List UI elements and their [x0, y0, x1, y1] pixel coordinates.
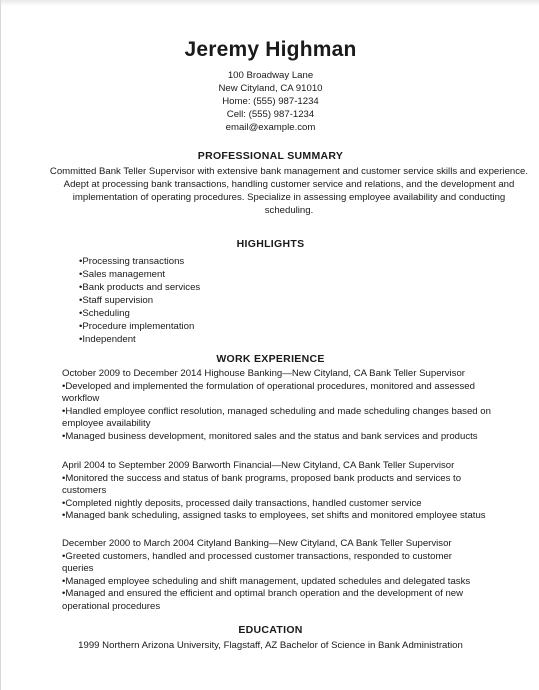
job-duty: •Managed bank scheduling, assigned tasks to employees, set shifts and monitored employee status: [62, 510, 486, 521]
list-item: •Processing transactions: [79, 256, 185, 267]
job-duty: •Completed nightly deposits, processed daily transactions, handled customer service: [62, 497, 422, 509]
job-entry-barworth: [62, 460, 539, 523]
job-duty: •Handled employee conflict resolution, managed scheduling and made scheduling changes based on: [62, 405, 491, 417]
experience-heading: WORK EXPERIENCE: [216, 353, 325, 365]
job-duty: •Managed employee scheduling and shift management, updated schedules and delegated tasks: [62, 575, 471, 587]
list-item: •Sales management: [79, 269, 166, 280]
job-duty: •Greeted customers, handled and processed customer transactions, responded to customer: [62, 550, 452, 562]
job-duty: •Monitored the success and status of bank programs, proposed bank products and services to: [62, 472, 462, 484]
list-item: •Bank products and services: [79, 282, 201, 293]
city-line: New Cityland, CA 91010: [218, 83, 323, 94]
list-item: •Scheduling: [79, 308, 130, 319]
list-item: •Staff supervision: [79, 295, 154, 306]
job-duty-continued: employee availability: [62, 418, 151, 429]
job-duty-continued: operational procedures: [62, 600, 161, 612]
job-duty: •Developed and implemented the formulation of operational procedures, monitored and assessed: [62, 380, 475, 392]
education-heading: EDUCATION: [238, 624, 303, 636]
list-item: •Procedure implementation: [79, 321, 195, 332]
job-duty-continued: workflow: [62, 393, 100, 404]
job-title: October 2009 to December 2014 Highouse Banking—New Cityland, CA Bank Teller Supervisor: [62, 368, 465, 379]
home-phone: Home: (555) 987-1234: [222, 96, 319, 107]
highlights-list: [79, 255, 200, 346]
summary-heading: PROFESSIONAL SUMMARY: [197, 150, 344, 162]
job-entry-cityland: [62, 538, 539, 613]
contact-block: [1, 69, 539, 134]
address-line: 100 Broadway Lane: [227, 70, 314, 81]
email-address: email@example.com: [225, 122, 316, 133]
highlights-heading: HIGHLIGHTS: [236, 238, 305, 250]
job-duty-continued: queries: [62, 563, 94, 574]
list-item: •Independent: [79, 334, 136, 345]
job-duty: •Managed business development, monitored sales and the status and bank services and products: [62, 430, 478, 442]
summary-text: Committed Bank Teller Supervisor with extensive bank management and customer service skills and experience. Adept at processing bank transactions, handling customer service and relations, and the development and implementation of operating procedures. Specialize in assessing employee availability and conducting scheduling.: [49, 166, 529, 216]
cell-phone: Cell: (555) 987-1234: [226, 109, 315, 120]
job-title: April 2004 to September 2009 Barworth Financial—New Cityland, CA Bank Teller Supervisor: [62, 460, 455, 471]
job-entry-highouse: [62, 368, 539, 443]
job-duty: •Managed and ensured the efficient and optimal branch operation and the development of new: [62, 588, 464, 599]
job-duty-continued: customers: [62, 485, 107, 496]
education-entry: 1999 Northern Arizona University, Flagstaff, AZ Bachelor of Science in Bank Administration: [78, 640, 463, 651]
candidate-name: Jeremy Highman: [184, 38, 357, 61]
job-title: December 2000 to March 2004 Cityland Banking—New Cityland, CA Bank Teller Supervisor: [62, 538, 452, 549]
